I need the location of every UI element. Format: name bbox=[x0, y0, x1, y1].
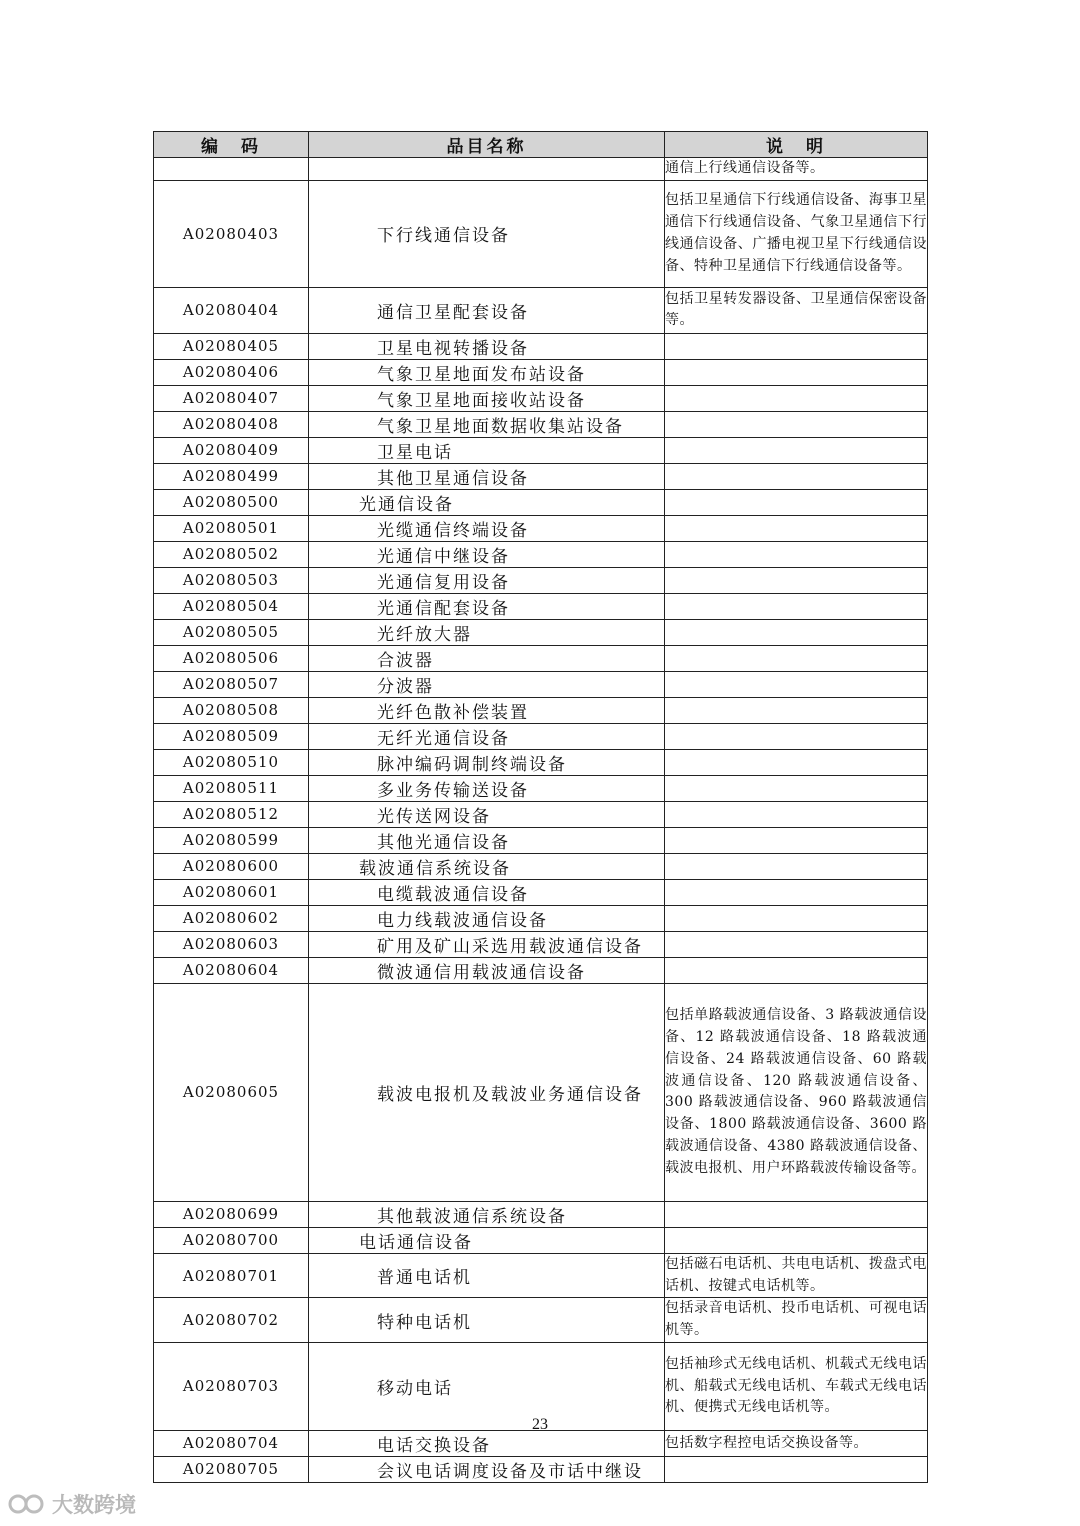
item-note bbox=[665, 567, 928, 593]
item-code: A02080508 bbox=[154, 697, 309, 723]
table-row bbox=[154, 463, 928, 489]
item-name: 微波通信用载波通信设备 bbox=[309, 957, 665, 983]
item-note: 包括录音电话机、投币电话机、可视电话机等。 bbox=[665, 1298, 928, 1343]
table-row bbox=[154, 385, 928, 411]
item-note bbox=[665, 697, 928, 723]
item-name: 多业务传输送设备 bbox=[309, 775, 665, 801]
watermark bbox=[8, 1489, 136, 1519]
item-name: 载波通信系统设备 bbox=[309, 853, 665, 879]
item-code: A02080506 bbox=[154, 645, 309, 671]
item-note bbox=[665, 801, 928, 827]
item-code: A02080602 bbox=[154, 905, 309, 931]
table-row bbox=[154, 359, 928, 385]
item-code: A02080603 bbox=[154, 931, 309, 957]
item-name: 卫星电视转播设备 bbox=[309, 333, 665, 359]
table-row bbox=[154, 671, 928, 697]
item-code: A02080511 bbox=[154, 775, 309, 801]
item-name: 载波电报机及载波业务通信设备 bbox=[309, 983, 665, 1201]
item-note: 包括卫星通信下行线通信设备、海事卫星通信下行线通信设备、气象卫星通信下行线通信设备、广播电视卫星下行线通信设备、特种卫星通信下行线通信设备等。 bbox=[665, 180, 928, 287]
catalog-table bbox=[153, 131, 928, 1483]
item-note bbox=[665, 775, 928, 801]
item-note bbox=[665, 827, 928, 853]
item-name: 无纤光通信设备 bbox=[309, 723, 665, 749]
item-note: 包括卫星转发器设备、卫星通信保密设备等。 bbox=[665, 287, 928, 333]
item-note bbox=[665, 957, 928, 983]
item-code: A02080502 bbox=[154, 541, 309, 567]
table-body bbox=[154, 158, 928, 1483]
item-name: 气象卫星地面数据收集站设备 bbox=[309, 411, 665, 437]
table-row bbox=[154, 697, 928, 723]
table-row bbox=[154, 567, 928, 593]
item-code: A02080700 bbox=[154, 1227, 309, 1253]
table-row bbox=[154, 723, 928, 749]
item-code: A02080499 bbox=[154, 463, 309, 489]
page-number: 23 bbox=[532, 1416, 548, 1433]
item-note bbox=[665, 359, 928, 385]
table-row bbox=[154, 541, 928, 567]
item-code bbox=[154, 158, 309, 181]
table-row bbox=[154, 1227, 928, 1253]
item-name: 光通信中继设备 bbox=[309, 541, 665, 567]
item-code: A02080406 bbox=[154, 359, 309, 385]
item-note bbox=[665, 905, 928, 931]
table-row bbox=[154, 1456, 928, 1482]
item-code: A02080510 bbox=[154, 749, 309, 775]
item-code: A02080702 bbox=[154, 1298, 309, 1343]
table-row bbox=[154, 957, 928, 983]
item-name: 普通电话机 bbox=[309, 1253, 665, 1298]
item-note bbox=[665, 749, 928, 775]
item-code: A02080504 bbox=[154, 593, 309, 619]
item-note bbox=[665, 437, 928, 463]
table-row bbox=[154, 1298, 928, 1343]
item-note bbox=[665, 463, 928, 489]
item-name: 合波器 bbox=[309, 645, 665, 671]
item-name: 电缆载波通信设备 bbox=[309, 879, 665, 905]
item-name bbox=[309, 158, 665, 181]
item-name: 矿用及矿山采选用载波通信设备 bbox=[309, 931, 665, 957]
item-note bbox=[665, 411, 928, 437]
item-code: A02080599 bbox=[154, 827, 309, 853]
item-note: 包括磁石电话机、共电电话机、拨盘式电话机、按键式电话机等。 bbox=[665, 1253, 928, 1298]
item-note bbox=[665, 541, 928, 567]
table-row bbox=[154, 801, 928, 827]
item-name: 脉冲编码调制终端设备 bbox=[309, 749, 665, 775]
item-code: A02080403 bbox=[154, 180, 309, 287]
item-code: A02080409 bbox=[154, 437, 309, 463]
item-note bbox=[665, 1456, 928, 1482]
item-name: 特种电话机 bbox=[309, 1298, 665, 1343]
item-code: A02080601 bbox=[154, 879, 309, 905]
item-name: 卫星电话 bbox=[309, 437, 665, 463]
item-note: 包括袖珍式无线电话机、机载式无线电话机、船载式无线电话机、车载式无线电话机、便携式无线电话机等。 bbox=[665, 1342, 928, 1430]
table-row bbox=[154, 333, 928, 359]
table-row bbox=[154, 1201, 928, 1227]
item-note bbox=[665, 931, 928, 957]
item-note: 通信上行线通信设备等。 bbox=[665, 158, 928, 181]
item-code: A02080501 bbox=[154, 515, 309, 541]
item-name: 光纤放大器 bbox=[309, 619, 665, 645]
item-code: A02080405 bbox=[154, 333, 309, 359]
item-name: 光通信设备 bbox=[309, 489, 665, 515]
item-name: 电话交换设备 bbox=[309, 1430, 665, 1456]
item-note bbox=[665, 385, 928, 411]
item-name: 通信卫星配套设备 bbox=[309, 287, 665, 333]
item-name: 移动电话 bbox=[309, 1342, 665, 1430]
item-note: 包括数字程控电话交换设备等。 bbox=[665, 1430, 928, 1456]
item-name: 其他光通信设备 bbox=[309, 827, 665, 853]
watermark-logo-icon bbox=[8, 1491, 46, 1517]
item-code: A02080509 bbox=[154, 723, 309, 749]
table-row bbox=[154, 180, 928, 287]
item-name: 其他载波通信系统设备 bbox=[309, 1201, 665, 1227]
header-code: 编 码 bbox=[154, 132, 309, 158]
table-row bbox=[154, 593, 928, 619]
table-row bbox=[154, 515, 928, 541]
table-row bbox=[154, 853, 928, 879]
item-code: A02080600 bbox=[154, 853, 309, 879]
table-row bbox=[154, 775, 928, 801]
item-code: A02080704 bbox=[154, 1430, 309, 1456]
item-name: 分波器 bbox=[309, 671, 665, 697]
table-row bbox=[154, 645, 928, 671]
item-note bbox=[665, 619, 928, 645]
item-note bbox=[665, 879, 928, 905]
item-name: 其他卫星通信设备 bbox=[309, 463, 665, 489]
item-code: A02080604 bbox=[154, 957, 309, 983]
item-code: A02080705 bbox=[154, 1456, 309, 1482]
table-row bbox=[154, 905, 928, 931]
item-note bbox=[665, 1201, 928, 1227]
item-code: A02080505 bbox=[154, 619, 309, 645]
item-code: A02080503 bbox=[154, 567, 309, 593]
item-name: 光通信复用设备 bbox=[309, 567, 665, 593]
table-row bbox=[154, 411, 928, 437]
item-note bbox=[665, 645, 928, 671]
table-row bbox=[154, 619, 928, 645]
item-name: 光通信配套设备 bbox=[309, 593, 665, 619]
item-note bbox=[665, 1227, 928, 1253]
item-code: A02080500 bbox=[154, 489, 309, 515]
table-row bbox=[154, 879, 928, 905]
item-note: 包括单路载波通信设备、3 路载波通信设备、12 路载波通信设备、18 路载波通信设备、24 路载波通信设备、60 路载波通信设备、120 路载波通信设备、300 路载波通信设备、960 路载波通信设备、1800 路载波通信设备、3600 路载波通信设备、4380 路载波通信设备、载波电报机、用户环路载波传输设备等。 bbox=[665, 983, 928, 1201]
item-code: A02080407 bbox=[154, 385, 309, 411]
item-code: A02080605 bbox=[154, 983, 309, 1201]
header-name: 品目名称 bbox=[309, 132, 665, 158]
table-header-row bbox=[154, 132, 928, 158]
item-note bbox=[665, 333, 928, 359]
item-note bbox=[665, 723, 928, 749]
item-note bbox=[665, 671, 928, 697]
item-name: 气象卫星地面发布站设备 bbox=[309, 359, 665, 385]
item-code: A02080408 bbox=[154, 411, 309, 437]
item-name: 光传送网设备 bbox=[309, 801, 665, 827]
table-row bbox=[154, 983, 928, 1201]
table-row bbox=[154, 931, 928, 957]
item-code: A02080703 bbox=[154, 1342, 309, 1430]
item-code: A02080507 bbox=[154, 671, 309, 697]
table-row bbox=[154, 158, 928, 181]
item-name: 会议电话调度设备及市话中继设 bbox=[309, 1456, 665, 1482]
header-note: 说 明 bbox=[665, 132, 928, 158]
item-note bbox=[665, 489, 928, 515]
item-code: A02080701 bbox=[154, 1253, 309, 1298]
item-note bbox=[665, 853, 928, 879]
item-name: 气象卫星地面接收站设备 bbox=[309, 385, 665, 411]
item-name: 电力线载波通信设备 bbox=[309, 905, 665, 931]
table-row bbox=[154, 827, 928, 853]
item-name: 下行线通信设备 bbox=[309, 180, 665, 287]
item-code: A02080699 bbox=[154, 1201, 309, 1227]
item-note bbox=[665, 515, 928, 541]
item-note bbox=[665, 593, 928, 619]
table-row bbox=[154, 1253, 928, 1298]
table-row bbox=[154, 489, 928, 515]
table-row bbox=[154, 1430, 928, 1456]
item-code: A02080404 bbox=[154, 287, 309, 333]
item-name: 光缆通信终端设备 bbox=[309, 515, 665, 541]
watermark-text: 大数跨境 bbox=[52, 1493, 136, 1517]
item-name: 电话通信设备 bbox=[309, 1227, 665, 1253]
table-row bbox=[154, 287, 928, 333]
table-row bbox=[154, 437, 928, 463]
table-row bbox=[154, 749, 928, 775]
item-name: 光纤色散补偿装置 bbox=[309, 697, 665, 723]
item-code: A02080512 bbox=[154, 801, 309, 827]
